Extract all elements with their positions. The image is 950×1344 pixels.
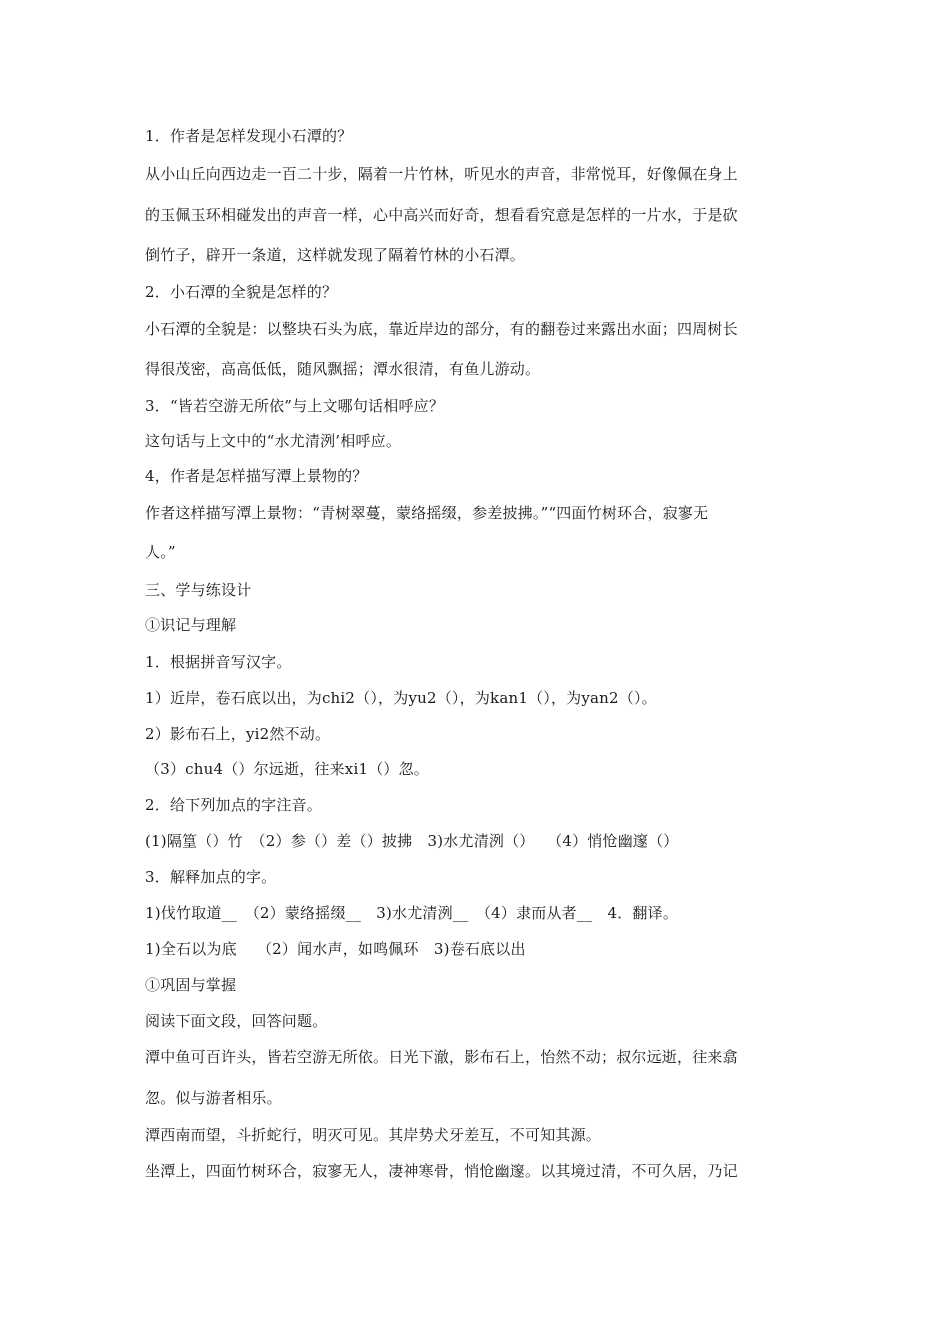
answer-3: 这句话与上文中的“水尤清洌’相呼应。 — [145, 432, 402, 450]
answer-4-line-2: 人。” — [145, 543, 176, 561]
answer-2-line-1: 小石潭的全貌是：以整块石头为底，靠近岸边的部分，有的翻卷过来露出水面；四周树长 — [145, 320, 738, 338]
document-page — [145, 0, 815, 1344]
passage-line-4: 坐潭上，四面竹树环合，寂寥无人，凄神寒骨，悄怆幽邃。以其境过清，不可久居，乃记 — [145, 1162, 738, 1180]
answer-4-line-1: 作者这样描写潭上景物：“青树翠蔓，蒙络摇缀，参差披拂。”“四面竹树环合，寂寥无 — [145, 504, 709, 522]
answer-1-line-2: 的玉佩玉环相碰发出的声音一样，心中高兴而好奇，想看看究意是怎样的一片水，于是砍 — [145, 206, 738, 224]
exercise-1-item-3: （3）chu4（）尔远逝，往来xi1（）忽。 — [145, 760, 430, 778]
exercise-1-item-2: 2）影布石上，yi2然不动。 — [145, 725, 331, 743]
answer-2-line-2: 得很茂密，高高低低，随风飘摇；潭水很清，有鱼儿游动。 — [145, 360, 541, 378]
section-heading-3: 三、学与练设计 — [145, 581, 252, 599]
exercise-3-title: 3．解释加点的字。 — [145, 868, 277, 886]
question-2: 2．小石潭的全貌是怎样的？ — [145, 283, 338, 301]
passage-line-2: 忽。似与游者相乐。 — [145, 1089, 282, 1107]
answer-1-line-1: 从小山丘向西边走一百二十步，隔着一片竹林，听见水的声音，非常悦耳，好像佩在身上 — [145, 165, 738, 183]
passage-line-1: 潭中鱼可百许头，皆若空游无所依。日光下澈，影布石上，怡然不动；叔尔远逝，往来翕 — [145, 1048, 738, 1066]
reading-instruction: 阅读下面文段，回答问题。 — [145, 1012, 328, 1030]
subsection-memorize: ①识记与理解 — [145, 616, 237, 634]
exercise-2-title: 2．给下列加点的字注音。 — [145, 796, 322, 814]
exercise-3-items: 1)伐竹取道__ （2）蒙络摇缀__ 3)水尤清洌__ （4）隶而从者__ 4．翻译。 — [145, 904, 679, 922]
subsection-consolidate: ①巩固与掌握 — [145, 976, 237, 994]
question-1: 1．作者是怎样发现小石潭的？ — [145, 127, 353, 145]
exercise-4-items: 1)全石以为底 （2）闻水声，如鸣佩环 3)卷石底以出 — [145, 940, 526, 958]
question-4: 4，作者是怎样描写潭上景物的？ — [145, 467, 368, 485]
answer-1-line-3: 倒竹子，辟开一条道，这样就发现了隔着竹林的小石潭。 — [145, 246, 526, 264]
exercise-1-title: 1．根据拼音写汉字。 — [145, 653, 292, 671]
question-3: 3．“皆若空游无所依”与上文哪句话相呼应？ — [145, 397, 445, 415]
exercise-2-items: (1)隔篁（）竹 （2）参（）差（）披拂 3)水尤清洌（） （4）悄怆幽邃（） — [145, 832, 679, 850]
passage-line-3: 潭西南而望，斗折蛇行，明灭可见。其岸势犬牙差互，不可知其源。 — [145, 1126, 602, 1144]
exercise-1-item-1: 1）近岸，卷石底以出，为chi2（），为yu2（），为kan1（），为yan2（）。 — [145, 689, 657, 707]
